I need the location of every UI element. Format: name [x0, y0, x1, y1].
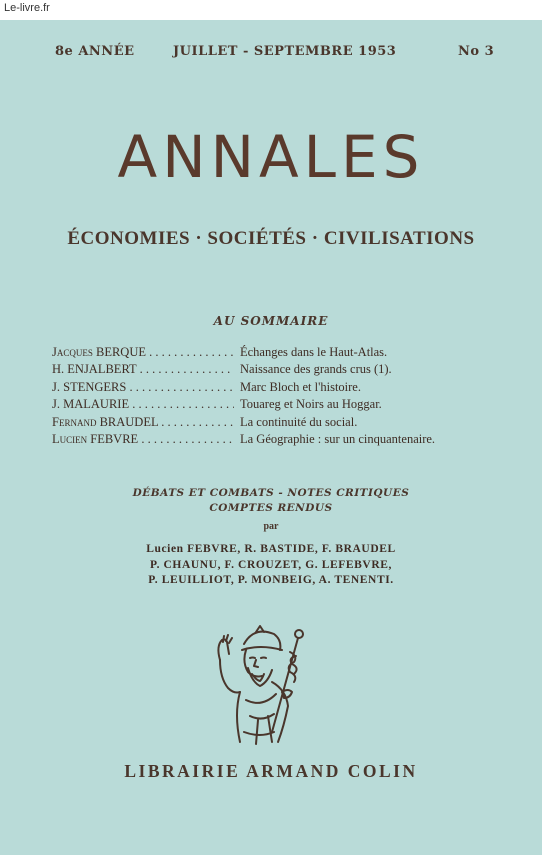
toc-article-title: Marc Bloch et l'histoire. — [240, 379, 361, 394]
sections-line: COMPTES RENDUS — [209, 502, 333, 514]
toc-author: Jacques BERQUE . . . — [52, 345, 234, 360]
by-label: par — [263, 521, 279, 532]
contributors-line: P. LEUILLIOT, P. MONBEIG, A. TENENTI. — [148, 574, 394, 586]
toc-article-title: Touareg et Noirs au Hoggar. — [240, 397, 382, 412]
table-of-contents — [52, 345, 502, 449]
toc-entry — [52, 345, 502, 362]
sections-line: DÉBATS ET COMBATS - NOTES CRITIQUES — [132, 487, 410, 499]
journal-subtitle: ÉCONOMIES · SOCIÉTÉS · CIVILISATIONS — [67, 228, 475, 249]
toc-entry — [52, 380, 502, 397]
publisher-name: LIBRAIRIE ARMAND COLIN — [124, 761, 418, 781]
toc-article-title: Échanges dans le Haut-Atlas. — [240, 345, 388, 359]
toc-article-title: La Géographie : sur un cinquantenaire. — [240, 431, 436, 446]
contents-heading: AU SOMMAIRE — [213, 314, 329, 328]
toc-entry — [52, 432, 502, 449]
contributors-list — [0, 542, 542, 589]
toc-author: Lucien FEBVRE . . . — [52, 432, 234, 447]
contributors-line: Lucien FEBVRE, R. BASTIDE, F. BRAUDEL — [146, 543, 396, 555]
toc-entry — [52, 397, 502, 414]
journal-title: ANNALES — [117, 123, 425, 191]
toc-author: Fernand BRAUDEL . . . — [52, 415, 234, 430]
sections-heading — [0, 486, 542, 516]
hermes-figure-icon — [206, 620, 316, 750]
contributors-line: P. CHAUNU, F. CROUZET, G. LEFEBVRE, — [150, 558, 392, 571]
issue-year: 8e ANNÉE — [55, 44, 135, 59]
issue-header — [0, 44, 542, 64]
toc-author: H. ENJALBERT . . . — [52, 362, 234, 377]
toc-author: J. MALAURIE . . . — [52, 397, 234, 412]
issue-date: JUILLET - SEPTEMBRE 1953 — [173, 44, 397, 59]
toc-article-title: La continuité du social. — [240, 414, 358, 429]
toc-entry — [52, 362, 502, 379]
issue-number: No 3 — [458, 44, 495, 59]
toc-article-title: Naissance des grands crus (1). — [240, 362, 392, 377]
watermark: Le-livre.fr — [4, 2, 50, 14]
toc-entry — [52, 415, 502, 432]
toc-author: J. STENGERS . . . — [52, 380, 234, 395]
